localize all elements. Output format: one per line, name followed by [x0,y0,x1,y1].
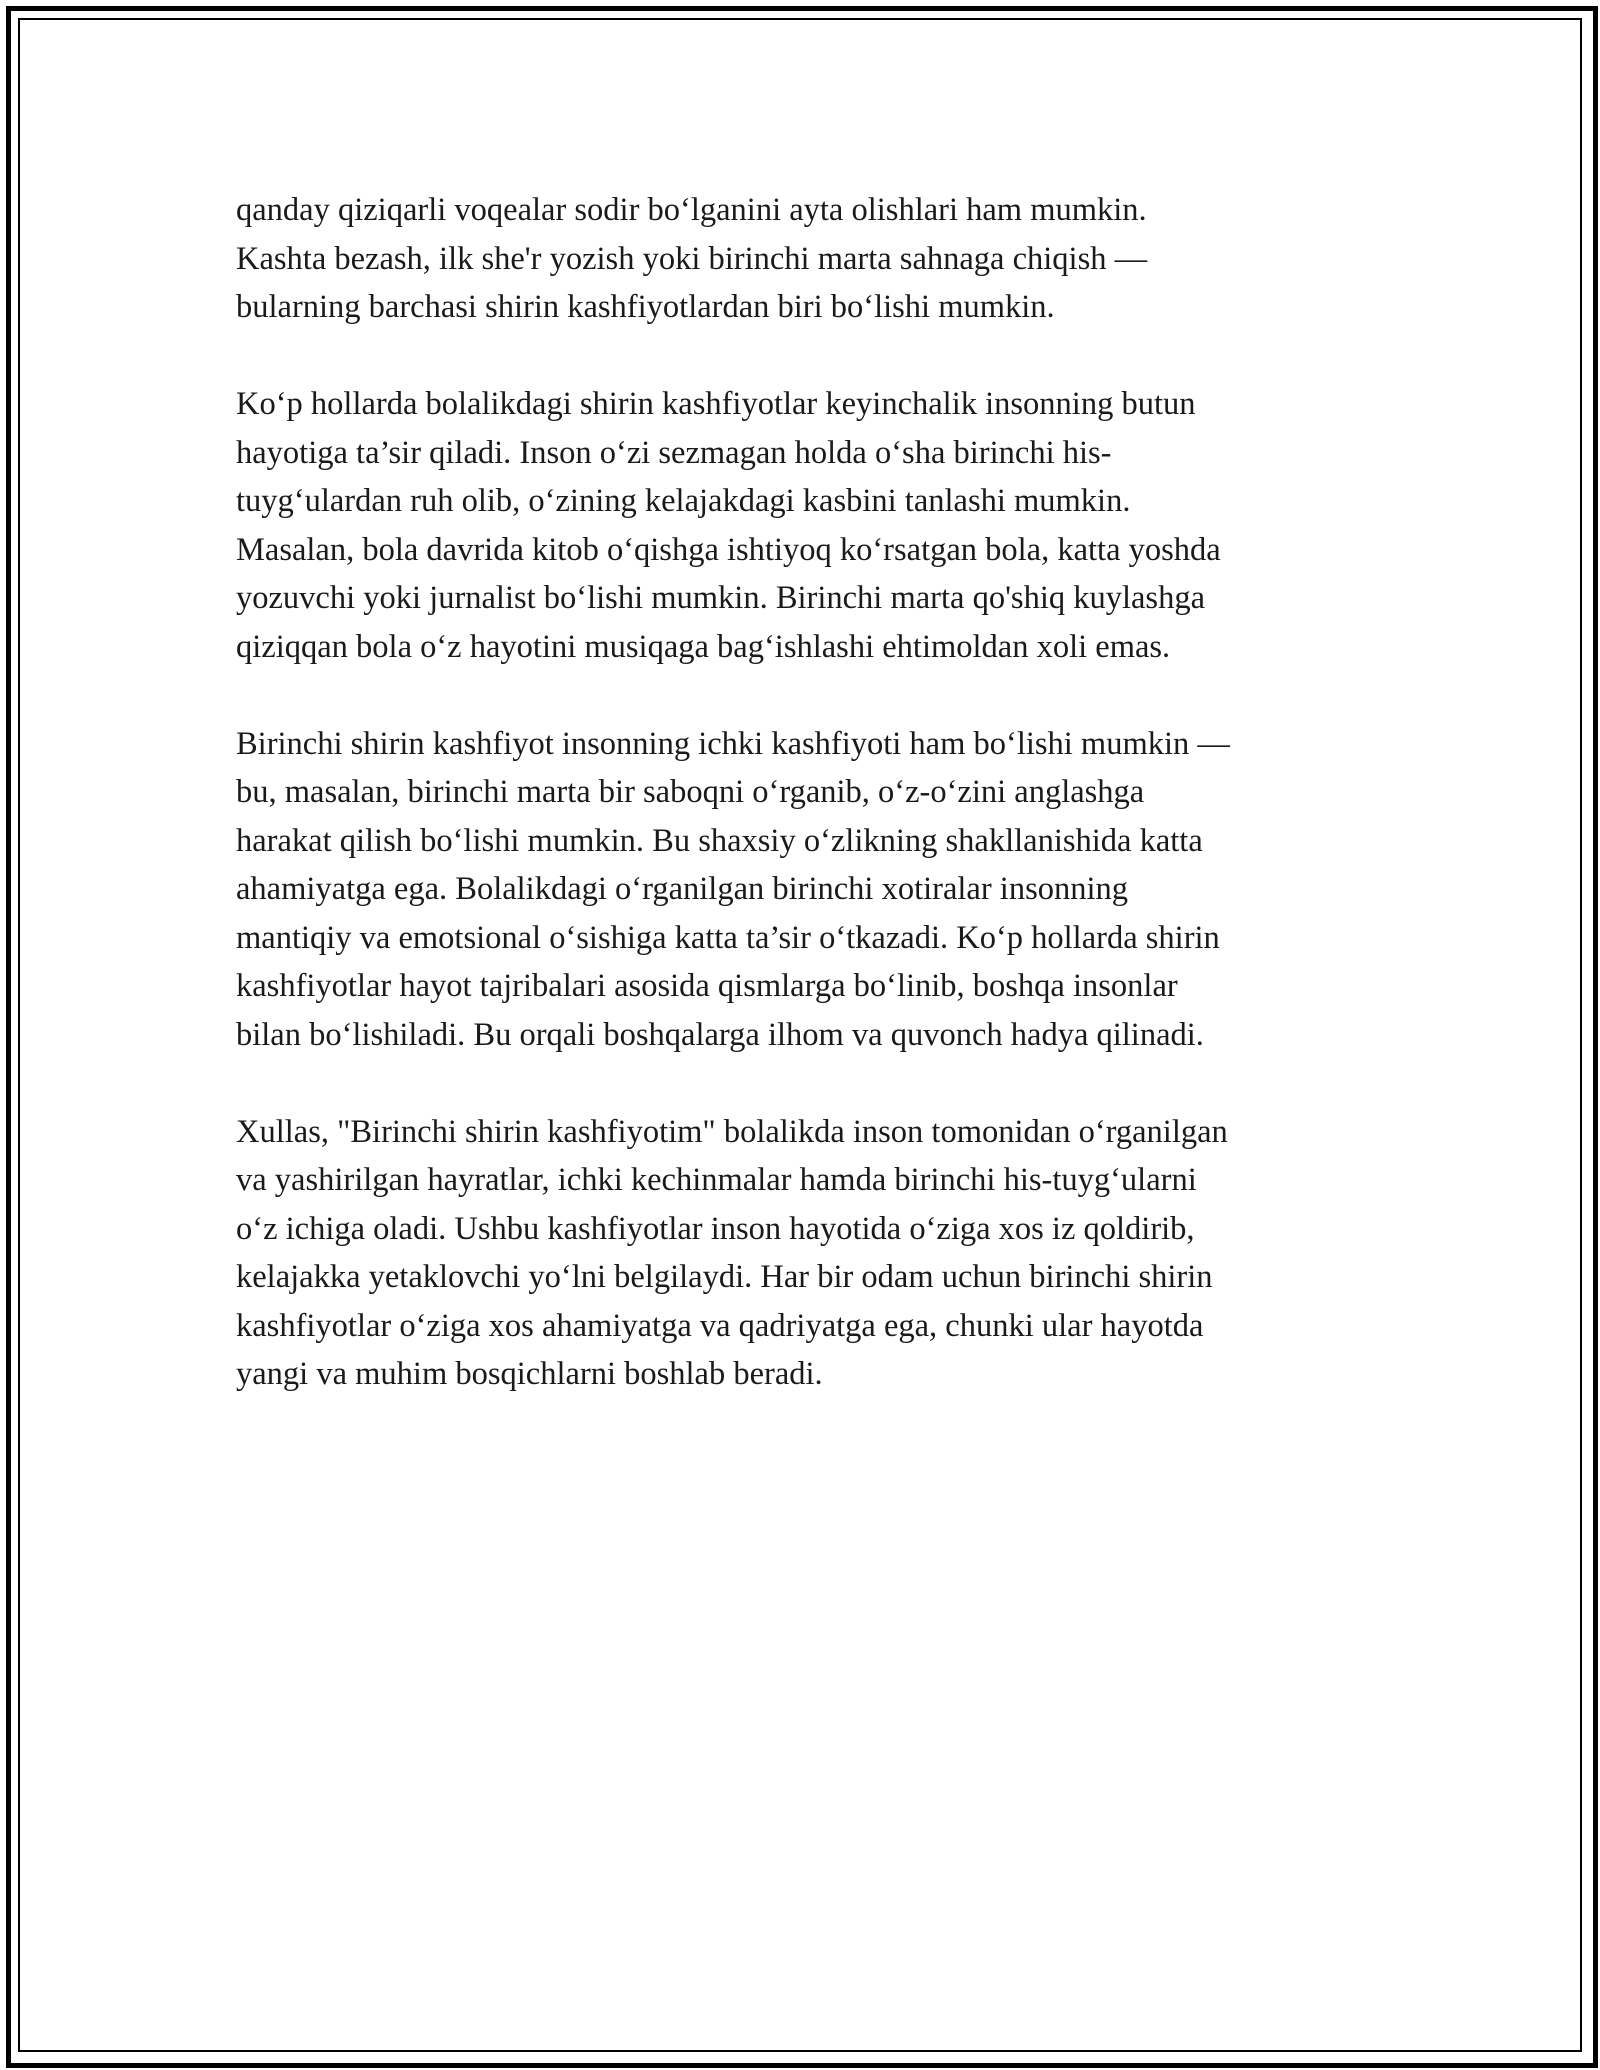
text-line: ahamiyatga ega. Bolalikdagi oʻrganilgan birinchi xotiralar insonning [236,871,1129,907]
text-line: Koʻp hollarda bolalikdagi shirin kashfiyotlar keyinchalik insonning butun [236,386,1196,422]
paragraph-1 [236,186,1376,332]
text-line: bilan boʻlishiladi. Bu orqali boshqalarga ilhom va quvonch hadya qilinadi. [236,1016,1204,1053]
text-line: yangi va muhim bosqichlarni boshlab beradi. [236,1356,823,1392]
text-line: qanday qiziqarli voqealar sodir boʻlganini ayta olishlari ham mumkin. [236,192,1147,228]
document-body [236,186,1376,1447]
paragraph-4 [236,1108,1376,1399]
text-line: Xullas, "Birinchi shirin kashfiyotim" bolalikda inson tomonidan oʻrganilgan [236,1113,1228,1150]
text-line: Masalan, bola davrida kitob oʻqishga ishtiyoq koʻrsatgan bola, katta yoshda [236,531,1221,568]
text-line: bu, masalan, birinchi marta bir saboqni oʻrganib, oʻz-oʻzini anglashga [236,774,1145,810]
text-line: kashfiyotlar hayot tajribalari asosida qismlarga boʻlinib, boshqa insonlar [236,968,1178,1004]
text-line: Kashta bezash, ilk she'r yozish yoki birinchi marta sahnaga chiqish — [236,240,1148,277]
text-line: qiziqqan bola oʻz hayotini musiqaga bagʻishlashi ehtimoldan xoli emas. [236,628,1171,665]
text-line: tuygʻulardan ruh olib, oʻzining kelajakdagi kasbini tanlashi mumkin. [236,483,1131,519]
text-line: harakat qilish boʻlishi mumkin. Bu shaxsiy oʻzlikning shakllanishida katta [236,822,1203,859]
text-line: kashfiyotlar oʻziga xos ahamiyatga va qadriyatga ega, chunki ular hayotda [236,1307,1204,1344]
paragraph-3 [236,720,1376,1060]
text-line: kelajakka yetaklovchi yoʻlni belgilaydi. Har bir odam uchun birinchi shirin [236,1259,1213,1295]
text-line: bularning barchasi shirin kashfiyotlardan biri boʻlishi mumkin. [236,289,1055,325]
text-line: oʻz ichiga oladi. Ushbu kashfiyotlar inson hayotida oʻziga xos iz qoldirib, [236,1210,1195,1247]
text-line: va yashirilgan hayratlar, ichki kechinmalar hamda birinchi his-tuygʻularni [236,1162,1197,1198]
text-line: hayotiga ta’sir qiladi. Inson oʻzi sezmagan holda oʻsha birinchi his- [236,434,1112,471]
text-line: mantiqiy va emotsional oʻsishiga katta ta’sir oʻtkazadi. Koʻp hollarda shirin [236,919,1220,956]
text-line: yozuvchi yoki jurnalist boʻlishi mumkin. Birinchi marta qo'shiq kuylashga [236,580,1206,616]
text-line: Birinchi shirin kashfiyot insonning ichki kashfiyoti ham boʻlishi mumkin — [236,725,1230,762]
paragraph-2 [236,380,1376,671]
